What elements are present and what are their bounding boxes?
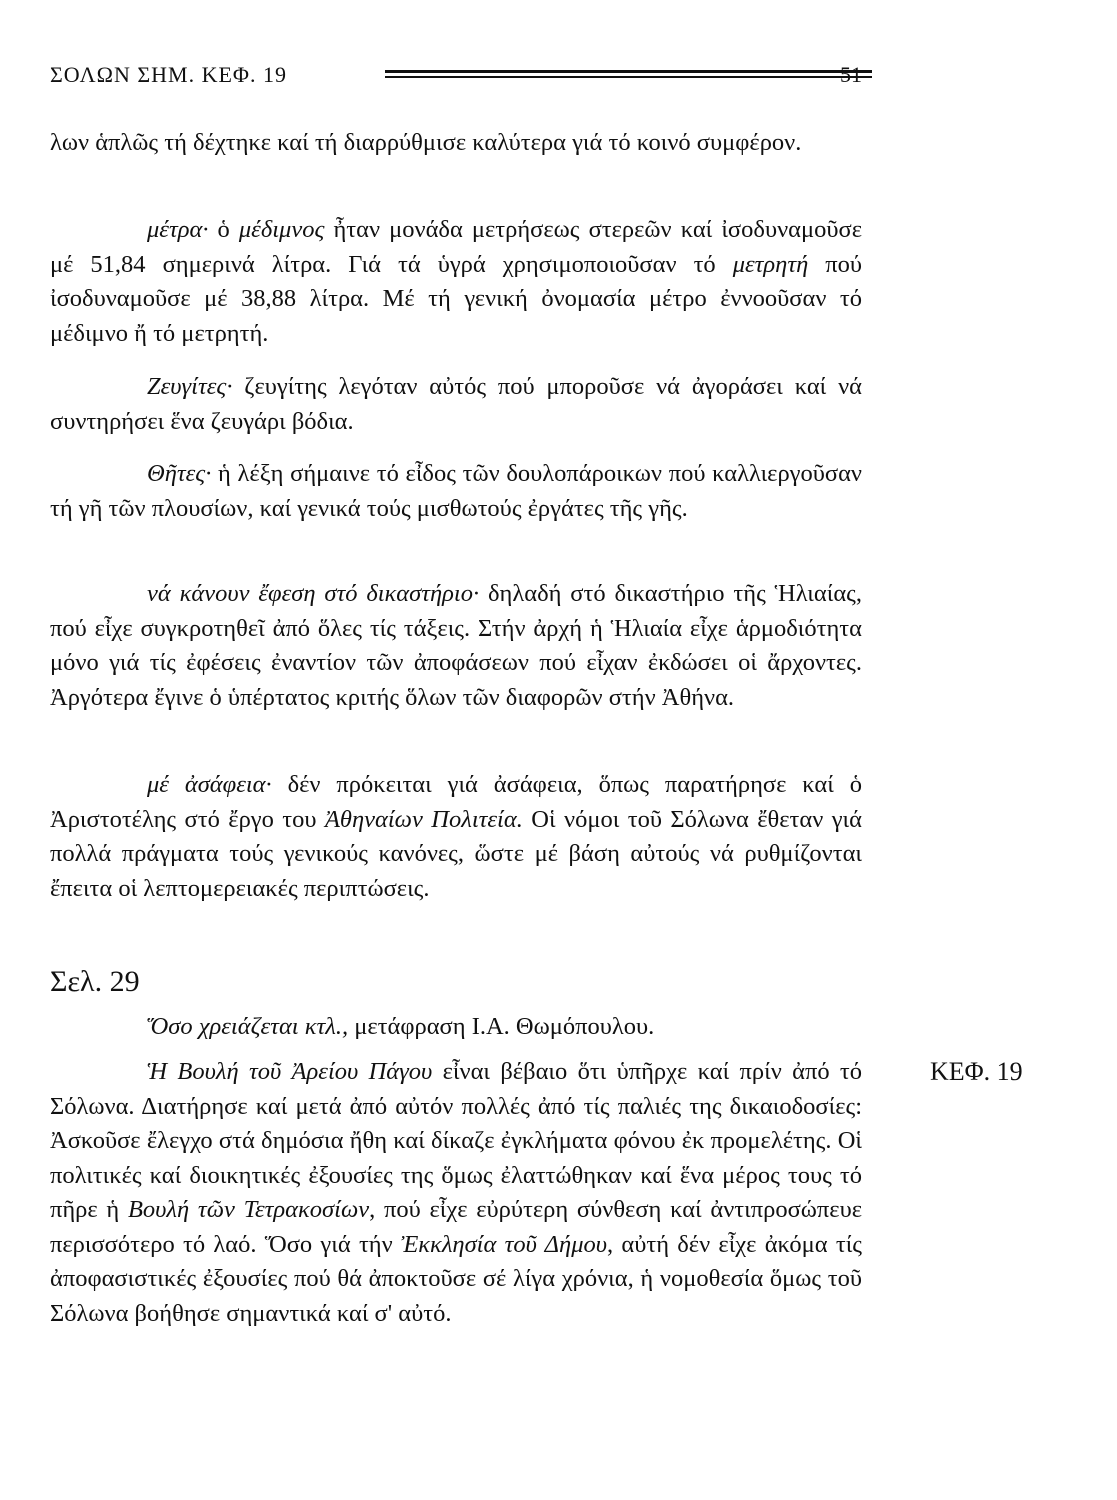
note-zeugites: Ζευγίτες· ζευγίτης λεγόταν αὐτός πού μποροῦσε νά ἀγοράσει καί νά συντηρήσει ἕνα ζευγάρι βόδια. (50, 373, 862, 435)
paragraph-text: λων ἁπλῶς τή δέχτηκε καί τή διαρρύθμισε καλύτερα γιά τό κοινό συμφέρον. (50, 129, 802, 156)
note-metra: μέτρα· ὁ μέδιμνος ἦταν μονάδα μετρήσεως στερεῶν καί ἰσοδυναμοῦσε μέ 51,84 σημερινά λίτρα. Γιά τά ὑγρά χρησιμοποιοῦσαν τό μετρητή πού ἰσοδυναμοῦσε μέ 38,88 λίτρα. Μέ τή γενική ὀνομασία μέτρο ἐννοοῦσαν τό μέδιμνο ἤ τό μετρητή. (50, 216, 863, 347)
note-term: μέτρα· (147, 216, 209, 243)
running-header (50, 58, 862, 92)
note-term: νά κάνουν ἔφεση στό δικαστήριο· (147, 580, 480, 607)
section-heading: Σελ. 29 (50, 965, 140, 998)
marginal-chapter-note: ΚΕΦ. 19 (930, 1057, 1023, 1086)
note-efesi: νά κάνουν ἔφεση στό δικαστήριο· δηλαδή στό δικαστήριο τῆς Ἡλιαίας, πού εἶχε συγκροτηθεῖ ἀπό ὅλες τίς τάξεις. Στήν ἀρχή ἡ Ἡλιαία εἶχε ἁρμοδιότητα μόνο γιά τίς ἐφέσεις ἐναντίον τῶν ἀποφάσεων πού εἶχαν ἐκδώσει οἱ ἄρχοντες. Ἀργότερα ἔγινε ὁ ὑπέρτατος κριτής ὅλων τῶν διαφορῶν στήν Ἀθήνα. (50, 580, 862, 711)
note-term: Ζευγίτες· (147, 373, 233, 400)
header-double-rule (385, 70, 872, 80)
note-thetes: Θῆτες· ἡ λέξη σήμαινε τό εἶδος τῶν δουλοπάροικων πού καλλιεργοῦσαν τή γῆ τῶν πλουσίων, καί γενικά τούς μισθωτούς ἐργάτες τῆς γῆς. (50, 460, 862, 522)
running-title: ΣΟΛΩΝ ΣΗΜ. ΚΕΦ. 19 (50, 62, 287, 87)
note-asafeia: μέ ἀσάφεια· δέν πρόκειται γιά ἀσάφεια, ὅπως παρατήρησε καί ὁ Ἀριστοτέλης στό ἔργο του Ἀθηναίων Πολιτεία. Οἱ νόμοι τοῦ Σόλωνα ἔθεταν γιά πολλά πράγματα τούς γενικούς κανόνες, ὥστε μέ βάση αὐτούς νά ρυθμίζονται ἔπειτα οἱ λεπτομερειακές περιπτώσεις. (50, 771, 862, 902)
page-number: 51 (840, 62, 862, 87)
section-subtitle: Ὅσο χρειάζεται κτλ., μετάφραση Ι.Α. Θωμόπουλου. (147, 1013, 655, 1040)
note-term: Θῆτες· (147, 460, 212, 487)
paragraph-continuation (50, 126, 862, 161)
note-term: μέ ἀσάφεια· (147, 771, 272, 798)
note-areios-pagos: Ἡ Βουλή τοῦ Ἀρείου Πάγου εἶναι βέβαιο ὅτι ὑπῆρχε καί πρίν ἀπό τό Σόλωνα. Διατήρησε καί μετά ἀπό αὐτόν πολλές ἀπό τίς παλιές της δικαιοδοσίες: Ἀσκοῦσε ἔλεγχο στά δημόσια ἤθη καί δίκαζε ἐγκλήματα φόνου ἐκ προμελέτης. Οἱ πολιτικές καί διοικητικές ἐξουσίες της ὅμως ἐλαττώθηκαν καί ἕνα μέρος τους τό πῆρε ἡ Βουλή τῶν Τετρακοσίων, πού εἶχε εὐρύτερη σύνθεση καί ἀντιπροσώπευε περισσότερο τό λαό. Ὅσο γιά τήν Ἐκκλησία τοῦ Δήμου, αὐτή δέν εἶχε ἀκόμα τίς ἀποφασιστικές ἐξουσίες πού θά ἀποκτοῦσε σέ λίγα χρόνια, ἡ νομοθεσία ὅμως τοῦ Σόλωνα βοήθησε σημαντικά καί σ' αὐτό. (50, 1058, 862, 1327)
